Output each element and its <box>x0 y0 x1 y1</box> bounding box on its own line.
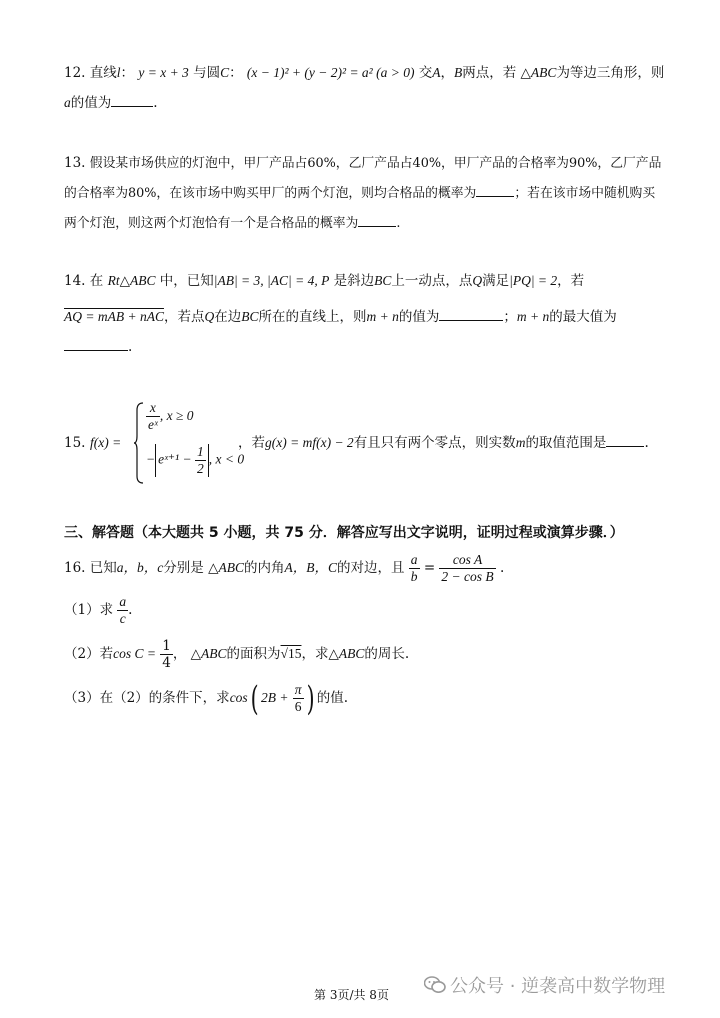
q16-part1-den: c <box>117 610 128 627</box>
q13-text: 的合格率为80%，在该市场中购买甲厂的两个灯泡，则均合格品的概率为 <box>64 186 477 201</box>
q13-text: ；若在该市场中随机购买 <box>514 186 656 201</box>
q16-text: . <box>499 560 505 576</box>
q12-line-symbol: l <box>116 65 121 80</box>
question-16 <box>64 548 664 720</box>
q13-line1 <box>64 148 664 179</box>
q12-text: ： <box>120 65 135 81</box>
q12-point-a: A <box>432 65 441 80</box>
q14-text: 在边 <box>214 309 242 325</box>
q12-triangle: △ABC <box>520 65 557 80</box>
q16-angles: A，B，C <box>284 560 337 575</box>
q13-answer-blank-1[interactable] <box>476 182 514 197</box>
q12-line-equation: y = x + 3 <box>138 65 189 80</box>
q16-triangle: △ABC <box>208 560 244 575</box>
q16-text: 的内角 <box>243 560 285 576</box>
q12-text: ： <box>229 65 243 81</box>
q13-text: 两个灯泡，则这两个灯泡恰有一个是合格品的概率为 <box>64 216 359 231</box>
q12-text: 与圆 <box>193 65 221 81</box>
section-3-title <box>64 518 664 548</box>
q12-text: 两点，若 <box>462 65 517 81</box>
q15-text-a: ，若 <box>238 435 265 451</box>
q14-line2 <box>64 302 664 332</box>
section-3-heading: 三、解答题（本大题共 5 小题，共 75 分．解答应写出文字说明，证明过程或演算步骤．） <box>64 525 624 541</box>
q12-text: ， <box>440 65 454 81</box>
q12-line2 <box>64 88 664 118</box>
q16-left-paren: ( <box>250 678 259 719</box>
question-13 <box>64 148 664 239</box>
q15-case2-condition: , x < 0 <box>208 451 245 467</box>
wechat-icon <box>424 976 444 994</box>
q15-case-1 <box>146 400 193 433</box>
q13-number: 13. <box>64 155 86 171</box>
q16-triangle: △ABC <box>190 646 227 661</box>
q12-a-symbol: a <box>64 95 71 110</box>
q14-text: 的值为 <box>398 309 440 325</box>
q15-case2-num: 1 <box>196 444 204 459</box>
q14-lengths: |AB| = 3, |AC| = 4, P <box>213 273 330 288</box>
page-number: 第 3页/共 8页 <box>314 988 389 1002</box>
q14-pq: |PQ| = 2 <box>509 273 558 288</box>
q16-part1-num: a <box>119 594 127 609</box>
q12-circle-symbol: C <box>220 65 230 80</box>
q15-text-end: . <box>644 435 649 451</box>
q16-triangle: △ABC <box>328 646 365 661</box>
q15-gx: g(x) = mf(x) − 2 <box>265 435 354 450</box>
q16-text: 的对边，且 <box>336 560 405 576</box>
q12-text: 直线 <box>89 65 117 81</box>
q16-rhs-num: cos A <box>452 552 483 567</box>
q12-circle-equation: (x − 1)² + (y − 2)² = a² (a > 0) <box>246 65 415 80</box>
q16-part2-den: 4 <box>162 655 171 671</box>
q14-text: ，若点 <box>163 309 205 325</box>
q16-part-3 <box>64 676 664 720</box>
q12-text: 为等边三角形，则 <box>556 65 665 81</box>
q12-text: . <box>153 95 158 111</box>
q15-case1-denominator: eˣ <box>148 417 158 432</box>
q14-bc: BC <box>241 309 259 324</box>
q14-text: 所在的直线上，则 <box>258 309 367 325</box>
q12-text: 的值为 <box>70 95 112 111</box>
q16-part3-label: （3）在（2）的条件下，求 <box>64 690 230 706</box>
q15-text-b: 有且只有两个零点，则实数 <box>353 435 516 451</box>
q14-m-plus-n: m + n <box>366 309 399 324</box>
q14-text: ； <box>503 309 517 325</box>
q15-number: 15. <box>64 435 86 451</box>
q15-m: m <box>515 435 526 450</box>
q14-text: 中，已知 <box>159 273 214 289</box>
q16-part2-label: （2）若 <box>64 646 114 662</box>
q16-part3-inner: 2B + <box>260 690 289 705</box>
q12-number: 12. <box>64 65 86 81</box>
q14-line3 <box>64 332 664 362</box>
q16-text: . <box>128 602 133 618</box>
q16-sqrt15: √15 <box>280 646 302 661</box>
q16-number: 16. <box>64 560 86 576</box>
q14-text: . <box>128 339 133 355</box>
q13-line3 <box>64 209 664 239</box>
q16-text: ， <box>172 646 187 662</box>
q16-ratio <box>409 552 420 585</box>
q15-case2-exp: eˣ⁺¹ − <box>158 451 192 467</box>
q14-m-plus-n: m + n <box>516 309 550 324</box>
q16-part3-fraction <box>293 682 304 715</box>
q15-fx: f(x) = <box>90 435 122 450</box>
q15-text-c: 的取值范围是 <box>525 435 607 451</box>
q14-text: 是斜边 <box>333 273 375 289</box>
q13-text: . <box>396 216 401 231</box>
q15-brace <box>134 402 144 484</box>
q16-intro <box>64 548 664 588</box>
q16-part1-label: （1）求 <box>64 602 114 618</box>
q16-text: 分别是 <box>163 560 204 576</box>
q15-text <box>238 428 649 458</box>
question-15 <box>64 400 664 486</box>
q16-rhs <box>439 552 495 585</box>
q12-answer-blank[interactable] <box>111 92 153 107</box>
q16-part3-den: 6 <box>293 698 304 715</box>
q14-answer-blank-1[interactable] <box>439 306 503 321</box>
q16-rhs-den: 2 − cos B <box>441 569 494 584</box>
q16-text: 已知 <box>89 560 117 576</box>
question-14 <box>64 266 664 362</box>
q15-case2-fraction <box>195 444 206 477</box>
q12-text: 交 <box>418 65 433 81</box>
q16-text: 的周长. <box>364 646 410 662</box>
q15-case2-den: 2 <box>196 461 204 476</box>
q16-part3-cos: cos <box>229 690 248 705</box>
q14-number: 14. <box>64 273 86 289</box>
q13-text: 假设某市场供应的灯泡中，甲厂产品占60%，乙厂产品占40%，甲厂产品的合格率为90%，乙厂产品 <box>89 156 662 171</box>
q15-case1-condition: , x ≥ 0 <box>159 408 194 423</box>
watermark <box>424 972 665 998</box>
q16-part1-fraction <box>117 594 128 627</box>
q16-sides: a，b，c <box>116 560 164 575</box>
q14-text: ，若 <box>557 273 585 289</box>
q14-line1 <box>64 266 664 296</box>
q14-text: 的最大值为 <box>549 309 617 325</box>
q14-triangle: Rt△ABC <box>107 273 156 288</box>
question-12 <box>64 58 664 118</box>
q15-answer-blank[interactable] <box>606 432 644 447</box>
q16-text: ，求 <box>301 646 329 662</box>
q16-part2-num: 1 <box>162 638 171 654</box>
q16-ratio-den: b <box>410 569 418 584</box>
q15-case2-abs <box>155 444 209 477</box>
q15-case-2 <box>146 444 244 477</box>
watermark-text: 公众号 · 逆袭高中数学物理 <box>450 976 666 997</box>
q14-text: 上一动点，点 <box>391 273 473 289</box>
q15-case1-fraction <box>146 400 160 433</box>
q16-ratio-num: a <box>410 552 418 567</box>
q15-case2-minus: − <box>146 451 156 467</box>
q16-right-paren: ) <box>306 678 315 719</box>
q16-part-2 <box>64 632 664 676</box>
q14-answer-blank-2[interactable] <box>64 336 128 351</box>
q16-part2-fraction <box>160 638 173 671</box>
q16-part-1 <box>64 588 664 632</box>
q16-text: 的值. <box>316 690 349 706</box>
q14-q: Q <box>472 273 483 288</box>
q14-bc: BC <box>374 273 392 288</box>
q16-text: 的面积为 <box>226 646 281 662</box>
q13-answer-blank-2[interactable] <box>358 212 396 227</box>
q14-q: Q <box>204 309 215 324</box>
q16-part2-cos: cos C = <box>113 646 156 661</box>
q13-line2 <box>64 179 664 209</box>
q12-line1 <box>64 58 664 88</box>
q14-text: 在 <box>89 273 104 289</box>
q12-point-b: B <box>454 65 463 80</box>
q14-vector-equation: AQ = mAB + nAC <box>64 309 164 324</box>
q16-equals: = <box>423 560 436 576</box>
q16-part3-num: π <box>294 682 302 697</box>
page-footer <box>314 986 389 1003</box>
q15-case1-numerator: x <box>149 400 156 415</box>
q14-text: 满足 <box>482 273 510 289</box>
